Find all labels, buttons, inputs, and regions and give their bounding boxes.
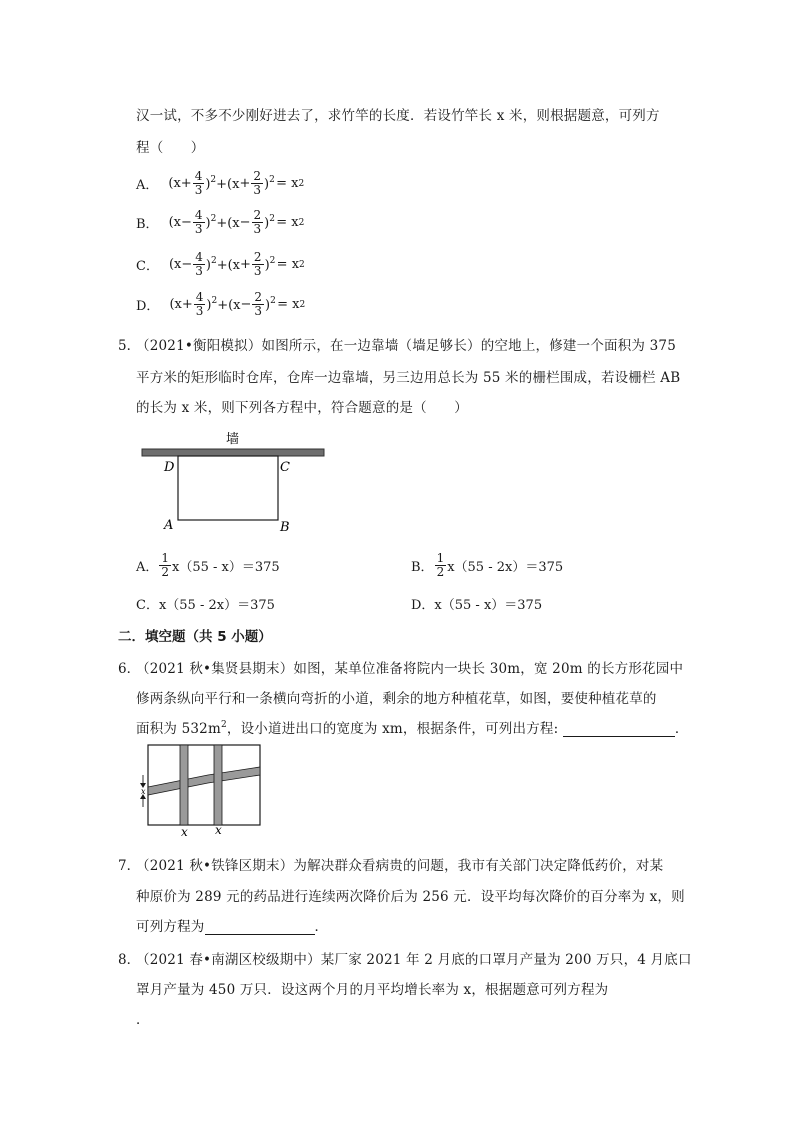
frac-denominator: 3 — [253, 183, 261, 197]
q6-answer-blank[interactable] — [563, 722, 675, 737]
q4-option-a: A． (x + $\frac{4}{3}$ )$^2$+(x + $\frac{2}{3}$ )$^2$ = x 2 — [136, 169, 305, 197]
frac-numerator: 2 — [253, 169, 261, 183]
sign-1: − — [181, 257, 193, 272]
q5-warehouse-figure — [140, 425, 360, 535]
fraction-1 — [193, 209, 205, 236]
label-A: A — [164, 518, 174, 533]
frac-denominator: 3 — [253, 222, 262, 236]
q8-text-line2: 罩月产量为 450 万只．设这两个月的月平均增长率为 x，根据题意可列方程为 — [136, 982, 609, 998]
fraction-1 — [193, 170, 205, 197]
q7-number: 7． — [118, 858, 141, 874]
wall-label: 墙 — [226, 432, 240, 447]
option-label: D． — [136, 299, 160, 314]
q4-text-line1: 汉一试，不多不少刚好进去了，求竹竿的长度．若设竹竿长 x 米，则根据题意，可列方 — [136, 108, 660, 124]
fraction-2 — [252, 209, 264, 236]
q5-option-b-text: x（55 - 2x）＝375 — [447, 560, 564, 575]
sign-1: + — [180, 176, 192, 191]
x-label-1: x — [181, 825, 188, 839]
x-label-2: x — [215, 823, 222, 837]
option-label: C． — [136, 259, 159, 274]
fraction-1 — [193, 251, 205, 278]
sign-2: + — [240, 257, 251, 272]
q5-option-a-text: x（55 - x）＝375 — [172, 560, 280, 575]
q7-text-line2: 种原价为 289 元的药品进行连续两次降价后为 256 元．设平均每次降价的百分率为 x，则 — [136, 889, 685, 905]
q5-option-b-fraction — [435, 552, 447, 579]
label-D: D — [164, 460, 175, 475]
frac-numerator: 1 — [161, 551, 170, 565]
q5-text-line2: 平方米的矩形临时仓库，仓库一边靠墙，另三边用总长为 55 米的栅栏围成，若设栅栏 AB — [136, 370, 681, 386]
frac-denominator: 3 — [195, 304, 204, 318]
vertical-path-1 — [180, 745, 188, 825]
warehouse-rect — [178, 456, 278, 520]
vertical-path-2 — [214, 745, 222, 825]
q5-option-b — [411, 552, 563, 579]
q5-option-a — [136, 552, 280, 579]
sign-1: − — [180, 215, 192, 230]
q6-text-line2: 修两条纵向平行和一条横向弯折的小道，剩余的地方种植花草，如图，要使种植花草的 — [136, 691, 657, 707]
sign-2: − — [240, 297, 252, 312]
frac-denominator: 2 — [161, 565, 170, 579]
frac-denominator: 2 — [436, 565, 445, 579]
rhs: = x — [276, 176, 299, 191]
sign-1: + — [181, 297, 193, 312]
frac-numerator: 1 — [436, 551, 445, 565]
q5-text-line1: （2021•衡阳模拟）如图所示，在一边靠墙（墙足够长）的空地上，修建一个面积为 375 — [136, 338, 676, 354]
q6-line3-post: ，设小道进出口的宽度为 xm，根据条件，可列出方程: — [226, 721, 559, 737]
q5-option-a-fraction — [159, 552, 171, 579]
wall — [142, 449, 324, 456]
label-C: C — [280, 460, 290, 475]
frac-numerator: 4 — [194, 208, 203, 222]
q6-line3-sup: 2 — [220, 720, 227, 730]
q5-option-a-label: A． — [136, 560, 159, 575]
frac-numerator: 4 — [195, 290, 204, 304]
q4-option-b: B． (x − $\frac{4}{3}$ )$^2$+(x − $\frac{2}{3}$ )$^2$ = x 2 — [136, 208, 305, 236]
frac-numerator: 4 — [195, 250, 203, 264]
x-side-label: x — [141, 787, 146, 796]
q8-text-line3: ． — [136, 1012, 150, 1028]
frac-denominator: 3 — [194, 222, 203, 236]
option-label: A． — [136, 178, 159, 193]
frac-numerator: 2 — [254, 290, 263, 304]
q6-text-line3 — [136, 717, 689, 737]
q6-number: 6． — [118, 661, 141, 677]
section-heading-fill-blank: 二．填空题（共 5 小题） — [118, 629, 272, 645]
q7-text-line1: （2021 秋•铁锋区期末）为解决群众看病贵的问题，我市有关部门决定降低药价，对某 — [136, 858, 664, 874]
frac-numerator: 4 — [194, 169, 203, 183]
q6-line3-end: ． — [674, 721, 689, 737]
q8-number: 8． — [118, 952, 141, 968]
q6-line3-pre: 面积为 532m — [136, 721, 221, 737]
frac-denominator: 3 — [253, 264, 262, 278]
q6-garden-figure — [134, 743, 274, 839]
q5-number: 5． — [118, 338, 141, 354]
sign-2: + — [239, 176, 251, 191]
q4-text-line2: 程（ ） — [136, 140, 205, 156]
frac-denominator: 3 — [254, 304, 263, 318]
q5-option-d: D．x（55 - x）＝375 — [411, 598, 543, 613]
q4-option-d: D． (x + $\frac{4}{3}$ )$^2$+(x − $\frac{2}{3}$ )$^2$ = x 2 — [136, 290, 306, 318]
fraction-1 — [194, 291, 206, 318]
option-label: B． — [136, 217, 159, 232]
frac-denominator: 3 — [195, 264, 203, 278]
q5-text-line3: 的长为 x 米，则下列各方程中，符合题意的是（ ） — [136, 400, 468, 416]
q7-line3-end: ． — [314, 919, 329, 935]
fraction-2 — [252, 251, 264, 278]
rhs: = x — [277, 297, 300, 312]
q7-line3-pre: 可列方程为 — [136, 919, 205, 935]
q7-answer-blank[interactable] — [205, 920, 315, 935]
q5-option-b-label: B． — [411, 560, 434, 575]
frac-numerator: 2 — [253, 250, 262, 264]
q6-text-line1: （2021 秋•集贤县期末）如图，某单位准备将院内一块长 30m，宽 20m 的长方形花园中 — [136, 661, 684, 677]
frac-numerator: 2 — [253, 208, 262, 222]
rhs: = x — [276, 215, 299, 230]
q4-option-c: C． (x − $\frac{4}{3}$ )$^2$+(x + $\frac{2}{3}$ )$^2$ = x 2 — [136, 250, 305, 278]
fraction-2 — [252, 291, 264, 318]
label-B: B — [280, 520, 290, 535]
rhs: = x — [276, 257, 300, 272]
q7-text-line3 — [136, 915, 328, 935]
sign-2: − — [239, 215, 251, 230]
q5-option-c: C．x（55 - 2x）＝375 — [136, 598, 275, 613]
frac-denominator: 3 — [194, 183, 203, 197]
q8-text-line1: （2021 春•南湖区校级期中）某厂家 2021 年 2 月底的口罩月产量为 200 万只，4 月底口 — [136, 952, 692, 968]
fraction-2 — [251, 170, 263, 197]
